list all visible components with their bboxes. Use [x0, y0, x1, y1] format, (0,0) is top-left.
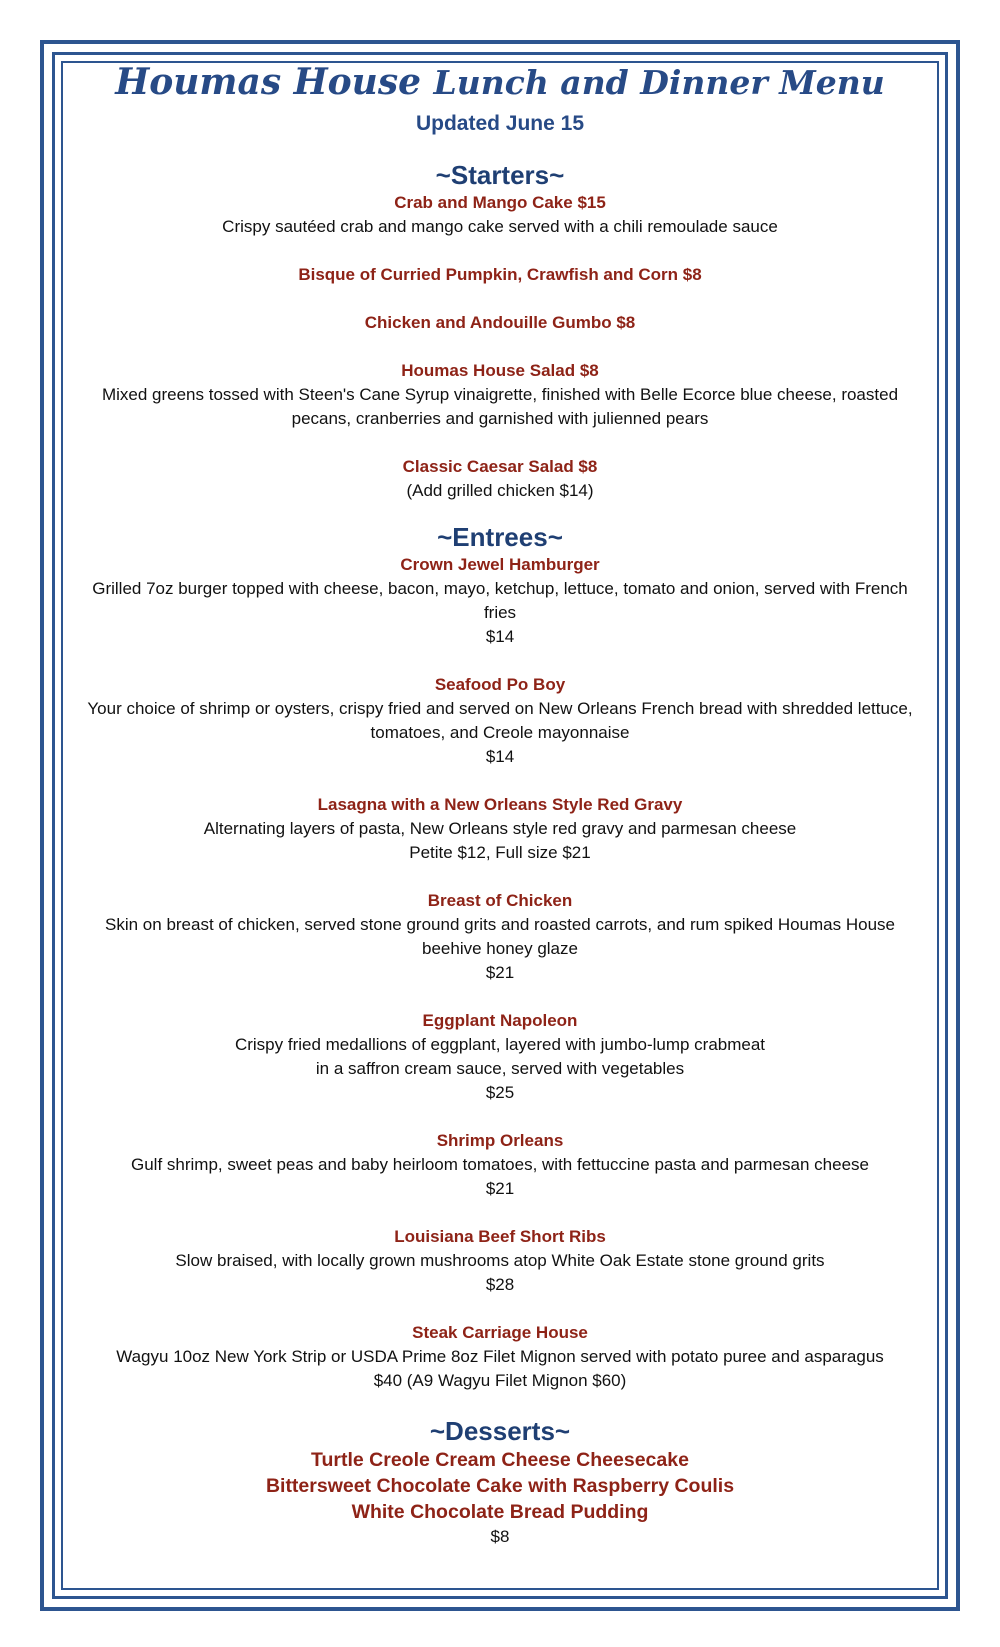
starters-heading: ~Starters~ — [435, 160, 565, 190]
menu-title-part2: Lunch and Dinner Menu — [433, 63, 885, 102]
menu-item-price: $21 — [485, 1179, 515, 1198]
menu-item-price: $14 — [485, 627, 515, 646]
menu-item-name: Shrimp Orleans — [436, 1131, 564, 1150]
menu-item-price: $25 — [485, 1083, 515, 1102]
updated-date: Updated June 15 — [415, 112, 585, 135]
menu-item-description: Skin on breast of chicken, served stone ground grits and roasted carrots, and rum spiked Houmas House — [105, 915, 895, 934]
menu-item-name: Lasagna with a New Orleans Style Red Gravy — [317, 795, 683, 814]
menu-item-description: Mixed greens tossed with Steen's Cane Syrup vinaigrette, finished with Belle Ecorce blue cheese, roasted — [101, 385, 899, 404]
menu-item-description: Crispy sautéed crab and mango cake served with a chili remoulade sauce — [222, 217, 778, 236]
menu-item-description: pecans, cranberries and garnished with julienned pears — [291, 409, 709, 428]
menu-item-description: (Add grilled chicken $14) — [406, 481, 594, 500]
dessert-item: Bittersweet Chocolate Cake with Raspberry Coulis — [265, 1475, 735, 1497]
menu-item-name: Crab and Mango Cake $15 — [394, 193, 606, 212]
menu-item-description: Gulf shrimp, sweet peas and baby heirloom tomatoes, with fettuccine pasta and parmesan cheese — [130, 1155, 869, 1174]
menu-item-name: Houmas House Salad $8 — [401, 361, 599, 380]
menu-item-name: Bisque of Curried Pumpkin, Crawfish and Corn $8 — [298, 265, 702, 284]
menu-item-name: Breast of Chicken — [427, 891, 573, 910]
menu-item-price: $21 — [485, 963, 515, 982]
menu-item-price: $14 — [485, 747, 515, 766]
menu-item-price: Petite $12, Full size $21 — [409, 843, 591, 862]
menu-item-price: $40 (A9 Wagyu Filet Mignon $60) — [373, 1371, 627, 1390]
menu-title-part1: Houmas House — [115, 61, 434, 103]
menu-item-name: Steak Carriage House — [412, 1323, 588, 1342]
menu-item-description: in a saffron cream sauce, served with vegetables — [315, 1059, 685, 1078]
menu-item-description: Grilled 7oz burger topped with cheese, bacon, mayo, ketchup, lettuce, tomato and onion, served with French — [92, 579, 908, 598]
menu-item-name: Eggplant Napoleon — [422, 1011, 578, 1030]
menu-item-name: Louisiana Beef Short Ribs — [394, 1227, 606, 1246]
menu-item-description: Wagyu 10oz New York Strip or USDA Prime 8oz Filet Mignon served with potato puree and asparagus — [116, 1347, 884, 1366]
desserts-heading: ~Desserts~ — [429, 1416, 571, 1446]
menu-item-name: Classic Caesar Salad $8 — [402, 457, 598, 476]
menu-item-description: Crispy fried medallions of eggplant, layered with jumbo-lump crabmeat — [234, 1035, 766, 1054]
menu-item-description: Alternating layers of pasta, New Orleans style red gravy and parmesan cheese — [203, 819, 797, 838]
dessert-price: $8 — [490, 1527, 510, 1546]
menu-item-name: Seafood Po Boy — [434, 675, 566, 694]
dessert-item: White Chocolate Bread Pudding — [351, 1501, 649, 1523]
menu-item-description: Slow braised, with locally grown mushrooms atop White Oak Estate stone ground grits — [175, 1251, 825, 1270]
menu-item-price: $28 — [485, 1275, 515, 1294]
menu-item-description: Your choice of shrimp or oysters, crispy fried and served on New Orleans French bread with shredded lettuce, — [87, 699, 913, 718]
menu-item-name: Chicken and Andouille Gumbo $8 — [364, 313, 636, 332]
menu-item-name: Crown Jewel Hamburger — [400, 555, 600, 574]
menu-content — [52, 52, 948, 1549]
menu-title — [52, 60, 948, 105]
dessert-item: Turtle Creole Cream Cheese Cheesecake — [311, 1449, 689, 1471]
entrees-heading: ~Entrees~ — [437, 522, 563, 552]
menu-item-description: fries — [483, 603, 517, 622]
menu-item-description: tomatoes, and Creole mayonnaise — [370, 723, 630, 742]
menu-item-description: beehive honey glaze — [422, 939, 578, 958]
